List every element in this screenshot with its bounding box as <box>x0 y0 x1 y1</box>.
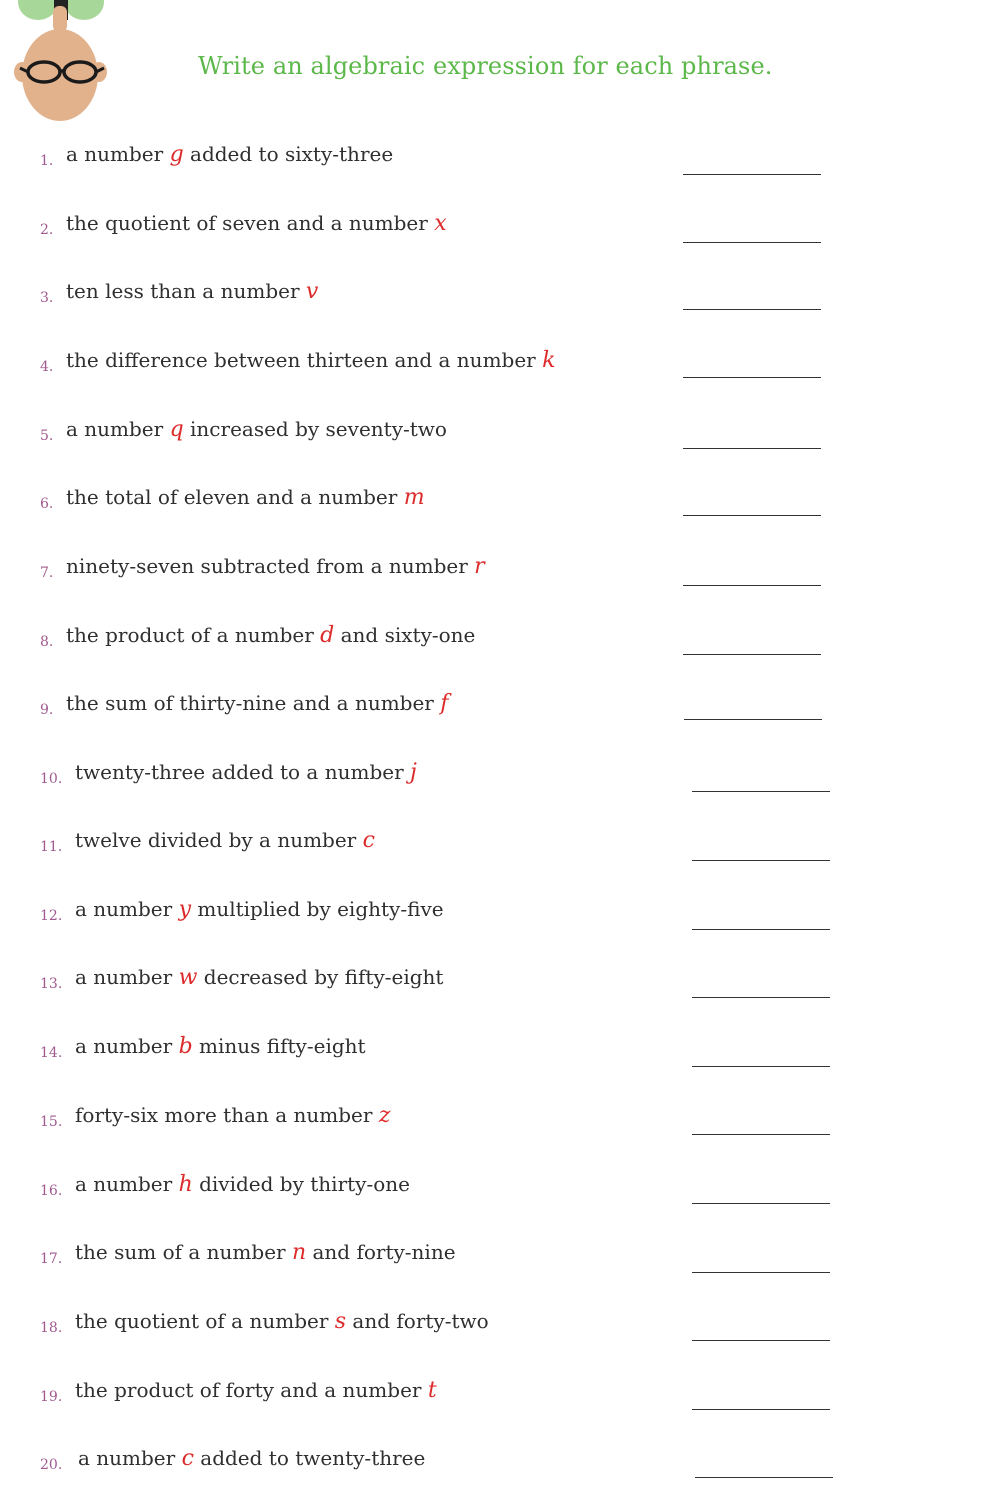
phrase-text: the difference between thirteen and a number <box>66 348 543 372</box>
question-row <box>0 1103 1000 1143</box>
question-number: 9. <box>40 702 54 718</box>
answer-input[interactable] <box>683 219 821 243</box>
question-number: 14. <box>40 1045 63 1061</box>
phrase-text: a number <box>75 1034 179 1058</box>
question-phrase <box>66 485 425 510</box>
variable-letter: w <box>178 965 198 990</box>
question-phrase <box>75 965 443 990</box>
variable-letter: s <box>334 1309 347 1334</box>
phrase-text: multiplied by eighty-five <box>191 897 444 921</box>
question-row <box>0 554 1000 594</box>
question-phrase <box>66 142 393 167</box>
question-number: 1. <box>40 153 54 169</box>
question-row <box>0 1309 1000 1349</box>
phrase-text: ten less than a number <box>66 279 306 303</box>
answer-input[interactable] <box>692 1249 830 1273</box>
phrase-text: added to sixty-three <box>183 142 394 166</box>
answer-input[interactable] <box>692 906 830 930</box>
question-phrase <box>75 760 417 785</box>
phrase-text: the product of a number <box>66 623 321 647</box>
variable-letter: c <box>181 1446 194 1471</box>
phrase-text: a number <box>75 1172 179 1196</box>
question-phrase <box>66 554 485 579</box>
answer-input[interactable] <box>683 492 821 516</box>
phrase-text: the product of forty and a number <box>75 1378 428 1402</box>
question-row <box>0 691 1000 731</box>
variable-letter: k <box>542 348 556 373</box>
variable-letter: h <box>178 1172 193 1197</box>
question-row <box>0 1446 1000 1486</box>
variable-letter: n <box>291 1240 307 1265</box>
variable-letter: x <box>434 211 447 236</box>
phrase-text: the sum of a number <box>75 1240 292 1264</box>
answer-input[interactable] <box>692 1111 830 1135</box>
variable-letter: c <box>362 828 375 853</box>
question-number: 8. <box>40 634 54 650</box>
question-phrase <box>66 211 447 236</box>
variable-letter: v <box>305 279 319 304</box>
variable-letter: d <box>320 623 335 648</box>
variable-letter: j <box>410 760 417 785</box>
question-row <box>0 279 1000 319</box>
question-number: 10. <box>40 771 63 787</box>
phrase-text: decreased by fifty-eight <box>197 965 444 989</box>
variable-letter: b <box>178 1034 193 1059</box>
answer-input[interactable] <box>683 631 821 655</box>
answer-input[interactable] <box>683 286 821 310</box>
question-row <box>0 897 1000 937</box>
question-phrase <box>75 1240 456 1265</box>
question-phrase <box>75 1172 410 1197</box>
question-phrase <box>75 828 375 853</box>
answer-input[interactable] <box>683 425 821 449</box>
question-phrase <box>66 691 448 716</box>
variable-letter: m <box>403 485 425 510</box>
question-row <box>0 485 1000 525</box>
question-phrase <box>66 623 475 648</box>
worksheet-instructions: Write an algebraic expression for each phrase. <box>198 52 773 80</box>
question-row <box>0 142 1000 182</box>
question-phrase <box>75 1034 366 1059</box>
question-phrase <box>75 1378 437 1403</box>
phrase-text: a number <box>75 897 179 921</box>
question-number: 16. <box>40 1183 63 1199</box>
phrase-text: twenty-three added to a number <box>75 760 410 784</box>
question-number: 5. <box>40 428 54 444</box>
teacher-avatar-icon <box>0 0 120 125</box>
question-row <box>0 623 1000 663</box>
answer-input[interactable] <box>683 562 821 586</box>
question-number: 13. <box>40 976 63 992</box>
question-row <box>0 1172 1000 1212</box>
phrase-text: a number <box>66 142 170 166</box>
question-row <box>0 417 1000 457</box>
question-row <box>0 1240 1000 1280</box>
phrase-text: added to twenty-three <box>193 1446 426 1470</box>
phrase-text: and sixty-one <box>334 623 476 647</box>
question-number: 2. <box>40 222 54 238</box>
phrase-text: and forty-nine <box>306 1240 456 1264</box>
phrase-text: a number <box>78 1446 182 1470</box>
phrase-text: the quotient of seven and a number <box>66 211 435 235</box>
phrase-text: forty-six more than a number <box>75 1103 379 1127</box>
phrase-text: increased by seventy-two <box>183 417 447 441</box>
phrase-text: twelve divided by a number <box>75 828 363 852</box>
question-row <box>0 348 1000 388</box>
question-number: 6. <box>40 496 54 512</box>
answer-input[interactable] <box>692 837 830 861</box>
phrase-text: ninety-seven subtracted from a number <box>66 554 475 578</box>
phrase-text: a number <box>66 417 170 441</box>
variable-letter: y <box>178 897 192 922</box>
variable-letter: q <box>169 417 184 442</box>
answer-input[interactable] <box>692 1386 830 1410</box>
answer-input[interactable] <box>692 1317 830 1341</box>
question-number: 19. <box>40 1389 63 1405</box>
answer-input[interactable] <box>684 696 822 720</box>
answer-input[interactable] <box>683 354 821 378</box>
variable-letter: g <box>169 142 184 167</box>
question-row <box>0 211 1000 251</box>
question-phrase <box>66 348 555 373</box>
question-number: 7. <box>40 565 54 581</box>
question-number: 20. <box>40 1457 63 1473</box>
answer-input[interactable] <box>692 1180 830 1204</box>
question-row <box>0 828 1000 868</box>
variable-letter: z <box>378 1103 391 1128</box>
variable-letter: t <box>427 1378 437 1403</box>
question-phrase <box>66 417 447 442</box>
answer-input[interactable] <box>695 1454 833 1478</box>
question-phrase <box>66 279 318 304</box>
phrase-text: a number <box>75 965 179 989</box>
question-number: 4. <box>40 359 54 375</box>
question-row <box>0 965 1000 1005</box>
answer-input[interactable] <box>683 151 821 175</box>
phrase-text: the quotient of a number <box>75 1309 335 1333</box>
question-number: 12. <box>40 908 63 924</box>
phrase-text: divided by thirty-one <box>192 1172 410 1196</box>
question-row <box>0 1378 1000 1418</box>
question-number: 15. <box>40 1114 63 1130</box>
variable-letter: f <box>440 691 449 716</box>
question-number: 18. <box>40 1320 63 1336</box>
question-number: 3. <box>40 290 54 306</box>
question-phrase <box>75 1103 390 1128</box>
question-number: 11. <box>40 839 63 855</box>
question-phrase <box>75 897 444 922</box>
question-row <box>0 760 1000 800</box>
phrase-text: the sum of thirty-nine and a number <box>66 691 441 715</box>
question-phrase <box>78 1446 425 1471</box>
question-row <box>0 1034 1000 1074</box>
phrase-text: and forty-two <box>346 1309 489 1333</box>
answer-input[interactable] <box>692 768 830 792</box>
answer-input[interactable] <box>692 974 830 998</box>
question-phrase <box>75 1309 489 1334</box>
phrase-text: the total of eleven and a number <box>66 485 404 509</box>
answer-input[interactable] <box>692 1043 830 1067</box>
variable-letter: r <box>474 554 485 579</box>
question-number: 17. <box>40 1251 63 1267</box>
phrase-text: minus fifty-eight <box>192 1034 366 1058</box>
